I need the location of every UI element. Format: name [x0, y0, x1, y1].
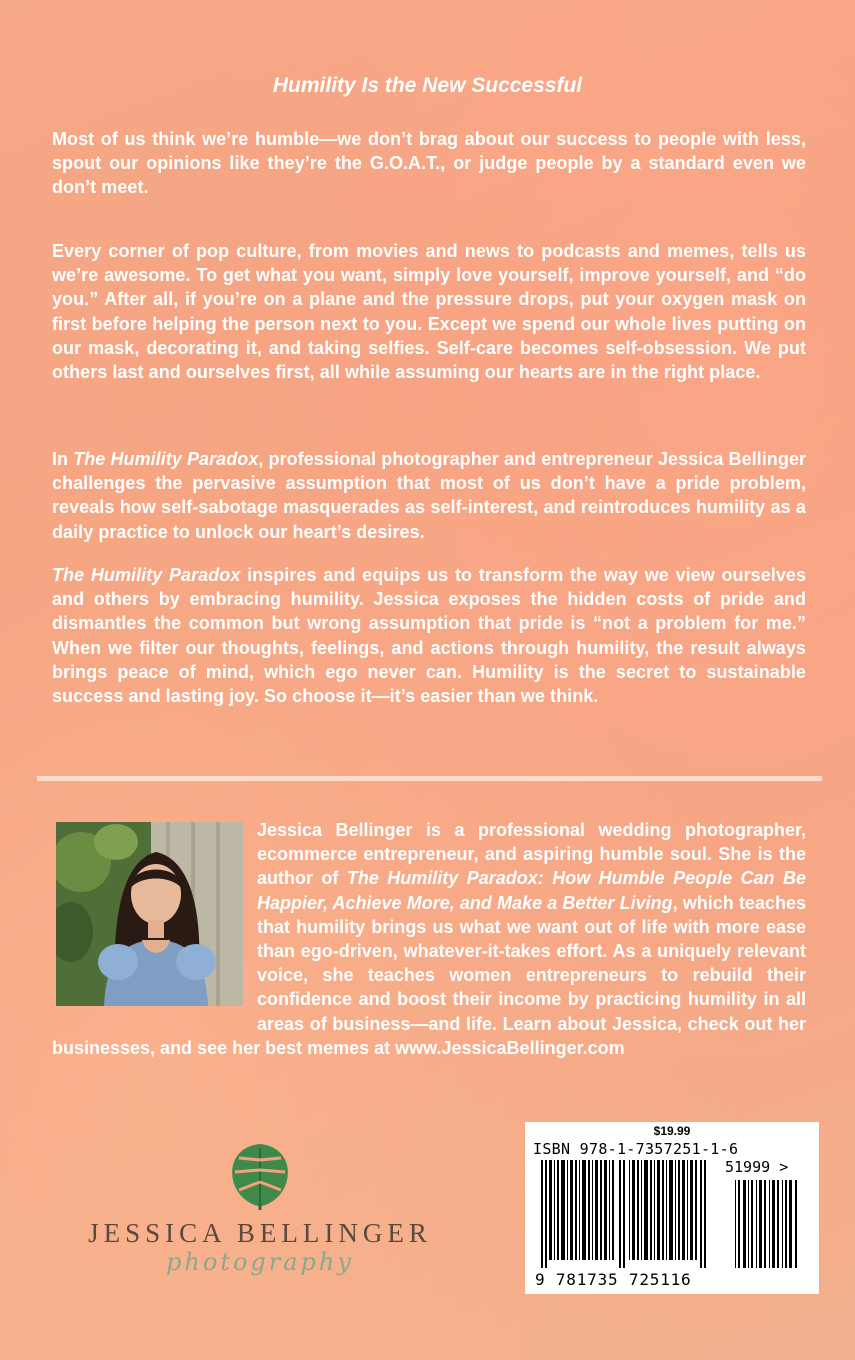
ean-barcode [535, 1160, 717, 1268]
book-title-inline: The Humility Paradox [73, 449, 259, 469]
author-bio [52, 818, 806, 1060]
bio-lead: Jessica Bellinger is a professional wedding photographer, ecommerce entrepreneur, and aspiring humble soul. She is the author of [257, 820, 806, 889]
brand-tagline: photography [166, 1248, 354, 1276]
addon-digits: 51999 [725, 1158, 771, 1176]
description-paragraph-1: Most of us think we’re humble—we don’t brag about our success to people with less, spout our opinions like they’re the G.O.A.T., or judge people by a standard even we don’t meet. [52, 129, 806, 198]
price-label: $19.99 [653, 1124, 691, 1138]
description-paragraph-2: Every corner of pop culture, from movies and news to podcasts and memes, tells us we’re awesome. To get what you want, simply love yourself, improve yourself, and “do you.” After all, if you’re on a plane and the pressure drops, put your oxygen mask on first before helping the person next to you. Except we spend our whole lives putting on our mask, decorating it, and taking selfies. Self-care becomes self-obsession. We put others last and ourselves first, all while assuming our hearts are in the right place. [52, 241, 806, 383]
monstera-leaf-icon [225, 1140, 295, 1210]
addon-barcode [733, 1160, 803, 1268]
bio-book-title: The Humility Paradox: How Humble People Can Be Happier, Achieve More, and Make a Better Living [257, 868, 806, 913]
ean-number: 9 781735 725116 [535, 1270, 692, 1289]
photo-wrap-space [52, 818, 257, 1012]
section-divider [37, 776, 822, 781]
paragraph-3-body: , professional photographer and entrepreneur Jessica Bellinger challenges the pervasive assumption that most of us don’t have a pride problem, reveals how self-sabotage masquerades as self-interest, and reintroduces humility as a daily practice to unlock our heart’s desires. [52, 449, 806, 542]
paragraph-3-lead: In [52, 449, 74, 469]
addon-marker: > [779, 1158, 789, 1176]
paragraph-4-body: inspires and equips us to transform the way we view ourselves and others by embracing humility. Jessica exposes the hidden costs of pride and dismantles the common but wrong assumption that pride is “not a problem for me.” When we filter our thoughts, feelings, and actions through humility, the result always brings peace of mind, which ego never can. Humility is the secret to sustainable success and lasting joy. So choose it—it’s easier than we think. [52, 565, 807, 707]
bio-body: , which teaches that humility brings us what we want out of life with more ease than ego-driven, whatever-it-takes effort. As a uniquely relevant voice, she teaches women entrepreneurs to rebuild their confidence and boost their income by practicing humility in all areas of business—and life. Learn about Jessica, check out her businesses, and see her best memes at www.JessicaBellinger.com [52, 892, 806, 1058]
description-paragraph-4 [52, 563, 806, 708]
description-paragraph-3 [52, 447, 806, 544]
isbn-label: ISBN 978-1-7357251-1-6 [533, 1140, 739, 1158]
brand-name: JESSICA BELLINGER [88, 1218, 432, 1248]
book-title-inline: The Humility Paradox [52, 565, 241, 585]
barcode-box [525, 1122, 819, 1294]
tagline: Humility Is the New Successful [272, 74, 583, 97]
publisher-logo [40, 1140, 480, 1290]
